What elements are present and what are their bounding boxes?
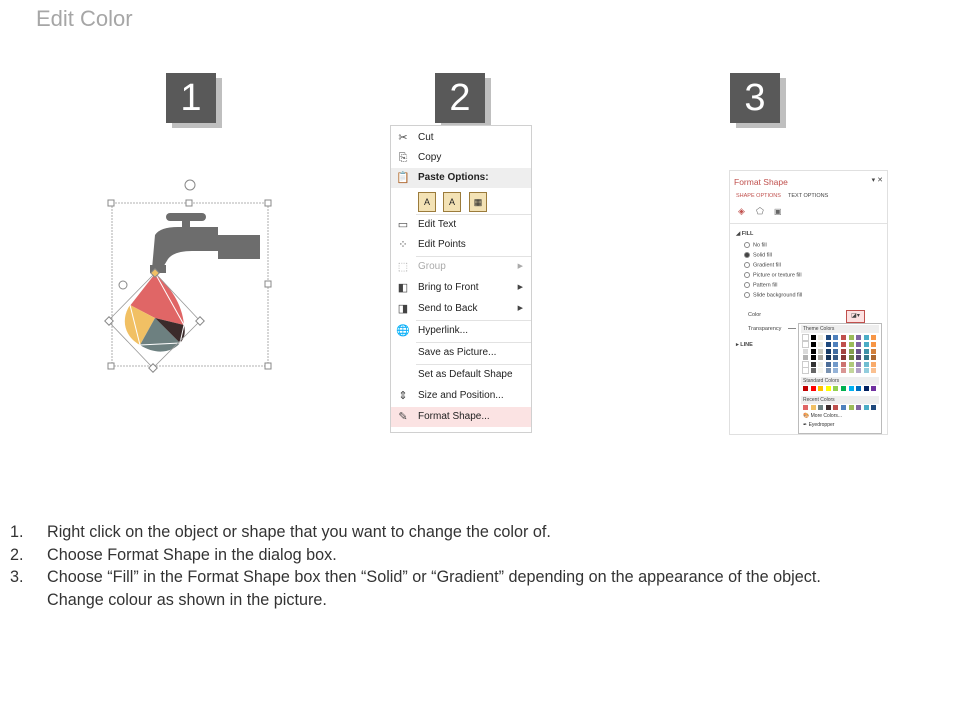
color-swatch[interactable]	[856, 342, 861, 347]
instruction-2: 2. Choose Format Shape in the dialog box.	[10, 545, 337, 564]
color-swatch[interactable]	[871, 362, 876, 367]
color-swatch[interactable]	[811, 368, 816, 373]
instructions-list	[10, 521, 950, 611]
step-badge-2: 2	[435, 73, 485, 123]
color-swatch[interactable]	[871, 386, 876, 391]
color-swatch[interactable]	[841, 405, 846, 410]
color-swatch[interactable]	[811, 405, 816, 410]
fill-line-icon[interactable]: ◈	[738, 206, 745, 216]
color-swatch[interactable]	[826, 342, 831, 347]
color-swatch[interactable]	[856, 405, 861, 410]
color-swatch[interactable]	[856, 355, 861, 360]
color-swatch[interactable]	[826, 349, 831, 354]
color-swatch[interactable]	[811, 349, 816, 354]
color-swatch[interactable]	[818, 355, 823, 360]
color-swatch[interactable]	[826, 386, 831, 391]
color-swatch[interactable]	[818, 362, 823, 367]
format-shape-icon: ✎	[398, 411, 408, 423]
line-section-header[interactable]: ▸ LINE	[736, 342, 753, 348]
color-swatch[interactable]	[803, 368, 808, 373]
color-swatch[interactable]	[833, 355, 838, 360]
color-swatch[interactable]	[841, 335, 846, 340]
color-swatch[interactable]	[841, 342, 846, 347]
radio-slide-background-fill[interactable]: Slide background fill	[744, 292, 802, 298]
tab-text-options[interactable]: TEXT OPTIONS	[788, 193, 829, 199]
selection-box[interactable]	[108, 180, 271, 369]
color-swatch[interactable]	[803, 355, 808, 360]
transparency-label: Transparency	[748, 326, 782, 332]
color-swatch[interactable]	[841, 386, 846, 391]
color-swatch[interactable]	[849, 335, 854, 340]
tab-shape-options[interactable]: SHAPE OPTIONS	[736, 193, 781, 199]
color-swatch[interactable]	[833, 405, 838, 410]
tap-icon	[150, 213, 260, 273]
color-swatch[interactable]	[803, 349, 808, 354]
color-swatch[interactable]	[833, 349, 838, 354]
radio-solid-fill[interactable]: Solid fill	[744, 252, 772, 258]
menu-paste-options-header: 📋 Paste Options:	[391, 168, 531, 188]
color-swatch[interactable]	[811, 355, 816, 360]
submenu-arrow-icon: ▶	[517, 305, 523, 312]
color-swatch[interactable]	[803, 342, 808, 347]
menu-item-copy[interactable]: ⎘ Copy	[391, 148, 531, 168]
copy-icon: ⎘	[398, 152, 408, 164]
drop-pie	[105, 269, 204, 372]
color-swatch[interactable]	[841, 355, 846, 360]
color-swatch[interactable]	[864, 386, 869, 391]
color-swatch[interactable]	[841, 362, 846, 367]
color-swatch[interactable]	[864, 368, 869, 373]
color-swatch[interactable]	[871, 405, 876, 410]
color-swatch[interactable]	[871, 355, 876, 360]
menu-item-edit-points[interactable]: ⁘ Edit Points	[391, 235, 531, 255]
paste-keep-format-icon[interactable]: A	[418, 192, 436, 212]
menu-item-cut[interactable]: ✂ Cut	[391, 128, 531, 148]
color-label: Color	[748, 312, 762, 318]
color-swatch[interactable]	[818, 405, 823, 410]
color-swatch[interactable]	[864, 349, 869, 354]
fill-section-header[interactable]: ◢ FILL	[736, 231, 754, 237]
effects-icon[interactable]: ⬠	[756, 206, 764, 216]
color-swatch[interactable]	[833, 342, 838, 347]
paste-picture-icon[interactable]: ▦	[469, 192, 487, 212]
color-swatch[interactable]	[826, 362, 831, 367]
bring-front-icon: ◧	[397, 282, 409, 294]
submenu-arrow-icon: ▶	[517, 284, 523, 291]
size-properties-icon[interactable]: ▣	[774, 207, 782, 216]
color-swatch[interactable]	[826, 368, 831, 373]
pane-controls[interactable]: ▾ ✕	[871, 177, 883, 184]
color-swatch[interactable]	[871, 335, 876, 340]
color-swatch[interactable]	[811, 342, 816, 347]
tap-drop-illustration	[100, 175, 280, 375]
color-swatch[interactable]	[871, 349, 876, 354]
format-shape-pane	[729, 170, 888, 435]
color-swatch[interactable]	[803, 362, 808, 367]
color-swatch[interactable]	[811, 386, 816, 391]
color-swatch[interactable]	[856, 362, 861, 367]
color-swatch[interactable]	[856, 349, 861, 354]
color-swatch[interactable]	[864, 362, 869, 367]
context-menu	[390, 125, 532, 433]
color-swatch[interactable]	[864, 342, 869, 347]
color-swatch[interactable]	[803, 405, 808, 410]
standard-colors-header: Standard Colors	[801, 377, 879, 385]
color-swatch[interactable]	[818, 342, 823, 347]
eyedropper-link[interactable]: ✒ Eyedropper	[803, 422, 835, 428]
color-swatch[interactable]	[849, 355, 854, 360]
color-swatch[interactable]	[826, 355, 831, 360]
color-swatch[interactable]	[864, 335, 869, 340]
edit-points-icon: ⁘	[398, 239, 408, 251]
color-swatch[interactable]	[803, 386, 808, 391]
menu-item-size-position[interactable]: ⇕ Size and Position...	[391, 386, 531, 406]
instruction-1: 1. Right click on the object or shape that you want to change the color of.	[10, 523, 551, 541]
color-swatch[interactable]	[856, 368, 861, 373]
clipboard-icon: 📋	[396, 172, 410, 184]
color-swatch[interactable]	[849, 386, 854, 391]
menu-item-hyperlink[interactable]: 🌐 Hyperlink...	[396, 325, 469, 337]
paste-use-destination-icon[interactable]: A	[443, 192, 461, 212]
color-swatch[interactable]	[818, 386, 823, 391]
color-swatch[interactable]	[856, 386, 861, 391]
send-back-icon: ◨	[397, 303, 409, 315]
color-swatch[interactable]	[833, 386, 838, 391]
color-swatch[interactable]	[849, 405, 854, 410]
recent-colors-header: Recent Colors	[801, 396, 879, 404]
color-swatch[interactable]	[849, 349, 854, 354]
instruction-3: 3. Choose “Fill” in the Format Shape box then “Solid” or “Gradient” depending on the appearance of the object.	[10, 568, 821, 586]
color-swatch[interactable]	[849, 342, 854, 347]
color-picker-button[interactable]: ◪▾	[846, 310, 865, 323]
theme-colors-header: Theme Colors	[801, 325, 879, 333]
text-box-icon: ▭	[397, 219, 409, 231]
menu-item-group: ⬚ Group ▶	[391, 257, 531, 277]
color-swatch[interactable]	[818, 349, 823, 354]
color-swatch[interactable]	[826, 335, 831, 340]
color-swatch[interactable]	[849, 362, 854, 367]
color-swatch[interactable]	[818, 335, 823, 340]
color-swatch[interactable]	[803, 335, 808, 340]
menu-item-save-as-picture[interactable]: Save as Picture...	[418, 347, 497, 358]
submenu-arrow-icon: ▶	[517, 263, 523, 270]
step-badge-1: 1	[166, 73, 216, 123]
format-shape-title: Format Shape	[734, 177, 788, 187]
color-swatch[interactable]	[849, 368, 854, 373]
radio-gradient-fill[interactable]: Gradient fill	[744, 262, 781, 268]
more-colors-link[interactable]: 🎨 More Colors...	[803, 413, 843, 419]
radio-pattern-fill[interactable]: Pattern fill	[744, 282, 777, 288]
divider	[730, 223, 887, 224]
step-badge-3: 3	[730, 73, 780, 123]
page-title: Edit Color	[36, 6, 133, 31]
color-swatch[interactable]	[833, 362, 838, 367]
color-swatch[interactable]	[856, 335, 861, 340]
transparency-slider[interactable]	[788, 328, 796, 329]
color-swatch[interactable]	[833, 335, 838, 340]
scissors-icon: ✂	[398, 132, 408, 144]
color-swatch[interactable]	[864, 405, 869, 410]
color-swatch[interactable]	[841, 368, 846, 373]
color-palette-dropdown	[798, 323, 882, 434]
color-swatch[interactable]	[841, 349, 846, 354]
menu-item-bring-to-front[interactable]: ◧ Bring to Front ▶	[391, 278, 531, 298]
color-swatch[interactable]	[871, 342, 876, 347]
color-swatch[interactable]	[833, 368, 838, 373]
menu-item-format-shape[interactable]: ✎ Format Shape...	[391, 407, 531, 427]
color-swatch[interactable]	[818, 368, 823, 373]
size-position-icon: ⇕	[398, 390, 408, 402]
group-icon: ⬚	[397, 261, 409, 273]
color-swatch[interactable]	[811, 335, 816, 340]
hyperlink-icon: 🌐	[396, 325, 410, 337]
menu-item-edit-text[interactable]: ▭ Edit Text	[397, 219, 457, 231]
color-swatch[interactable]	[864, 355, 869, 360]
menu-item-send-to-back[interactable]: ◨ Send to Back ▶	[391, 299, 531, 319]
color-swatch[interactable]	[871, 368, 876, 373]
color-swatch[interactable]	[811, 362, 816, 367]
radio-no-fill[interactable]: No fill	[744, 242, 767, 248]
menu-item-set-default-shape[interactable]: Set as Default Shape	[418, 369, 513, 380]
instruction-3-continued: Change colour as shown in the picture.	[47, 590, 327, 609]
color-swatch[interactable]	[826, 405, 831, 410]
radio-picture-fill[interactable]: Picture or texture fill	[744, 272, 802, 278]
